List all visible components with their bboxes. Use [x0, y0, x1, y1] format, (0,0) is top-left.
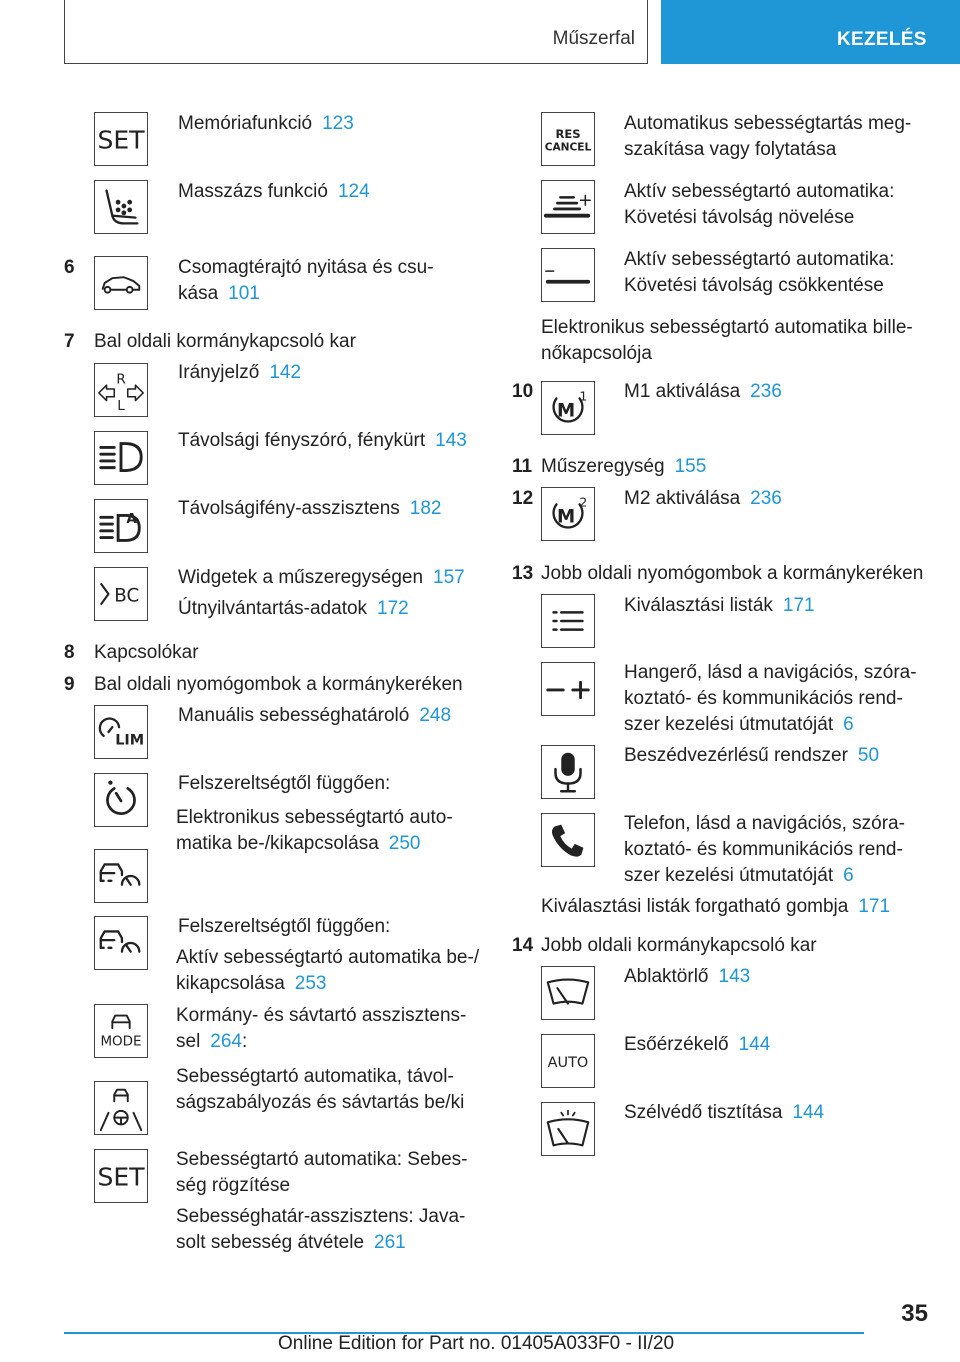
cruise-line1: Elektronikus sebességtartó auto-: [176, 807, 453, 828]
active-cruise-icon: [94, 916, 148, 970]
voice-control-entry: [624, 743, 879, 769]
svg-text:LIM: LIM: [115, 732, 145, 749]
tailgate-line2: kása: [178, 283, 219, 304]
massage-seat-icon: [94, 180, 148, 234]
cruise-lane-line1: Sebességtartó automatika, távol-: [176, 1066, 454, 1087]
phone-entry: [624, 811, 905, 889]
svg-text:L: L: [117, 398, 125, 415]
high-beam-entry: [178, 428, 467, 454]
page-ref-link[interactable]: 172: [377, 598, 409, 619]
equipment-note: Felszereltségtől függően:: [178, 773, 391, 794]
m1-label: M1 aktiválása: [624, 381, 741, 402]
right-stalk-heading: Jobb oldali kormánykapcsoló kar: [541, 935, 817, 956]
speed-set-entry: [176, 1147, 468, 1199]
page-ref-link[interactable]: 155: [674, 456, 707, 477]
distance-decrease-entry: [624, 247, 894, 299]
svg-text:2: 2: [579, 494, 588, 510]
rain-sensor-label: Esőérzékelő: [624, 1034, 729, 1055]
phone-line2: koztató- és kommunikációs rend-: [624, 839, 903, 860]
svg-text:M: M: [556, 400, 576, 422]
speed-limit-assist-entry: [176, 1204, 465, 1256]
page-ref-link[interactable]: 157: [433, 567, 465, 588]
distance-increase-icon: [541, 180, 595, 234]
volume-line1: Hangerő, lásd a navigációs, szóra-: [624, 662, 917, 683]
cruise-lane-line2: ságszabályozás és sávtartás be/ki: [176, 1092, 465, 1113]
svg-text:BC: BC: [114, 585, 140, 607]
voice-control-label: Beszédvezérlésű rendszer: [624, 745, 848, 766]
page-ref-link[interactable]: 248: [419, 705, 452, 726]
distance-increase-line2: Követési távolság növelése: [624, 207, 855, 228]
auto-rain-sensor-icon: [541, 1034, 595, 1088]
speed-set-line2: ség rögzítése: [176, 1175, 291, 1196]
svg-text:R: R: [116, 371, 126, 388]
chapter-title: KEZELÉS: [837, 29, 927, 50]
switch-lever-heading: Kapcsolókar: [94, 642, 199, 663]
page-ref-link[interactable]: 264: [210, 1031, 242, 1052]
distance-decrease-line2: Követési távolság csökkentése: [624, 275, 884, 296]
interrupt-line2: szakítása vagy folytatása: [624, 139, 837, 160]
phone-icon: [541, 813, 595, 867]
page-ref-link[interactable]: 50: [857, 745, 880, 766]
active-cruise-entry: [176, 945, 479, 997]
high-beam-assistant-entry: [178, 496, 441, 522]
page-ref-link[interactable]: 144: [738, 1034, 771, 1055]
res-cancel-icon: [541, 112, 595, 166]
memory-function-entry: [178, 111, 354, 137]
instrument-cluster-entry: [541, 454, 706, 480]
volume-line2: koztató- és kommunikációs rend-: [624, 688, 903, 709]
speed-limiter-label: Manuális sebességhatároló: [178, 705, 410, 726]
page-ref-link[interactable]: 143: [718, 966, 751, 987]
car-cruise-icon: [94, 849, 148, 903]
instrument-cluster-label: Műszeregység: [541, 456, 665, 477]
tailgate-car-icon: [94, 256, 148, 310]
windshield-washer-label: Szélvédő tisztítása: [624, 1102, 783, 1123]
page-ref-link[interactable]: 144: [792, 1102, 825, 1123]
left-buttons-heading: Bal oldali nyomógombok a kormánykeréken: [94, 674, 463, 695]
high-beam-assistant-icon: [94, 499, 148, 553]
m1-icon: [541, 381, 595, 435]
item-number: 8: [64, 642, 75, 663]
windshield-washer-entry: [624, 1100, 824, 1126]
page-ref-link[interactable]: 101: [228, 283, 260, 304]
speed-set-line1: Sebességtartó automatika: Sebes-: [176, 1149, 468, 1170]
turn-signal-entry: [178, 360, 301, 386]
turn-signal-icon: [94, 363, 148, 417]
widgets-label: Widgetek a műszeregységen: [178, 567, 424, 588]
svg-text:CANCEL: CANCEL: [544, 141, 592, 154]
high-beam-icon: [94, 431, 148, 485]
page-ref-link[interactable]: 182: [409, 498, 442, 519]
m2-icon: [541, 487, 595, 541]
item-number: 9: [64, 674, 75, 695]
item-number: 12: [512, 488, 534, 509]
distance-decrease-line1: Aktív sebességtartó automatika:: [624, 249, 895, 270]
mode-icon: [94, 1004, 148, 1058]
rotary-knob-entry: [541, 894, 890, 920]
svg-text:1: 1: [579, 388, 588, 404]
page-ref-link[interactable]: 171: [858, 896, 891, 917]
page-ref-link[interactable]: 6: [843, 714, 854, 735]
rocker-switch-entry: [541, 315, 913, 367]
turn-signal-label: Irányjelző: [178, 362, 260, 383]
phone-line3: szer kezelési útmutatóját: [624, 865, 834, 886]
svg-text:AUTO: AUTO: [547, 1054, 589, 1071]
page-ref-link[interactable]: 236: [750, 488, 782, 509]
distance-increase-line1: Aktív sebességtartó automatika:: [624, 181, 895, 202]
wiper-entry: [624, 964, 750, 990]
wiper-icon: [541, 966, 595, 1020]
item-number: 13: [512, 563, 534, 584]
high-beam-label: Távolsági fényszóró, fénykürt: [178, 430, 426, 451]
volume-line3: szer kezelési útmutatóját: [624, 714, 834, 735]
distance-decrease-icon: [541, 248, 595, 302]
active-cruise-line2: kikapcsolása: [176, 973, 285, 994]
item-number: 7: [64, 331, 75, 352]
item-number: 14: [512, 935, 534, 956]
rocker-line1: Elektronikus sebességtartó automatika bille-: [541, 317, 913, 338]
svg-text:RES: RES: [555, 127, 581, 142]
page-ref-link[interactable]: 236: [750, 381, 782, 402]
cruise-line2: matika be-/kikapcsolása: [176, 833, 379, 854]
distance-increase-entry: [624, 179, 894, 231]
cruise-control-icon: [94, 773, 148, 827]
tailgate-line1: Csomagtérajtó nyitása és csu-: [178, 257, 434, 278]
phone-line1: Telefon, lásd a navigációs, szóra-: [624, 813, 905, 834]
chapter-tab: [661, 0, 960, 64]
washer-icon: [541, 1102, 595, 1156]
lane-keeping-icon: [94, 1081, 148, 1135]
footer-edition: Online Edition for Part no. 01405A033F0 - II/20: [278, 1333, 675, 1354]
interrupt-resume-entry: [624, 111, 911, 163]
item-number: 10: [512, 381, 534, 402]
page-number: 35: [901, 1300, 928, 1327]
right-buttons-heading: Jobb oldali nyomógombok a kormánykeréken: [541, 563, 924, 584]
page-ref-link[interactable]: 124: [337, 181, 370, 202]
page-ref-link[interactable]: 6: [843, 865, 854, 886]
list-icon: [541, 594, 595, 648]
tailgate-entry: [178, 255, 434, 307]
bc-computer-icon: [94, 567, 148, 621]
section-title: Műszerfal: [552, 28, 635, 49]
memory-function-label: Memóriafunkció: [178, 113, 313, 134]
m2-entry: [624, 486, 782, 512]
wiper-label: Ablaktörlő: [624, 966, 709, 987]
interrupt-line1: Automatikus sebességtartás meg-: [624, 113, 912, 134]
speed-limit-assist-line2: solt sebesség átvétele: [176, 1232, 365, 1253]
selection-list-entry: [624, 593, 815, 619]
rain-sensor-entry: [624, 1032, 770, 1058]
trip-data-entry: [178, 596, 409, 622]
massage-label: Masszázs funkció: [178, 181, 328, 202]
svg-text:MODE: MODE: [100, 1033, 142, 1050]
svg-text:SET: SET: [97, 125, 145, 155]
page-ref-link[interactable]: 253: [294, 973, 327, 994]
volume-entry: [624, 660, 917, 738]
svg-text:SET: SET: [97, 1162, 145, 1192]
speed-limiter-icon: [94, 705, 148, 759]
colon: :: [242, 1031, 248, 1052]
selection-list-label: Kiválasztási listák: [624, 595, 773, 616]
item-number: 11: [512, 456, 533, 477]
left-stalk-heading: Bal oldali kormánykapcsoló kar: [94, 331, 356, 352]
equipment-note: Felszereltségtől függően:: [178, 916, 391, 937]
page-ref-link[interactable]: 123: [322, 113, 354, 134]
rocker-line2: nőkapcsolója: [541, 343, 652, 364]
high-beam-assistant-label: Távolságifény-asszisztens: [178, 498, 400, 519]
page-ref-link[interactable]: 250: [388, 833, 421, 854]
page-ref-link[interactable]: 171: [782, 595, 815, 616]
set-speed-icon: [94, 1149, 148, 1203]
page-ref-link[interactable]: 143: [435, 430, 467, 451]
trip-data-label: Útnyilvántartás-adatok: [178, 598, 368, 619]
set-memory-icon: [94, 112, 148, 166]
page-ref-link[interactable]: 261: [374, 1232, 406, 1253]
steering-assistant-line2: sel: [176, 1031, 201, 1052]
header-section-box: [64, 0, 648, 64]
active-cruise-line1: Aktív sebességtartó automatika be-/: [176, 947, 480, 968]
cruise-lane-entry: [176, 1064, 464, 1116]
volume-icon: [541, 662, 595, 716]
svg-text:A: A: [126, 511, 137, 528]
steering-assistant-line1: Kormány- és sávtartó asszisztens-: [176, 1005, 467, 1026]
page-ref-link[interactable]: 142: [269, 362, 302, 383]
item-number: 6: [64, 257, 75, 278]
massage-entry: [178, 179, 370, 205]
speed-limiter-entry: [178, 703, 451, 729]
rotary-knob-label: Kiválasztási listák forgatható gombja: [541, 896, 849, 917]
m2-label: M2 aktiválása: [624, 488, 741, 509]
steering-assistant-entry: [176, 1003, 466, 1055]
widgets-entry: [178, 565, 465, 591]
svg-text:M: M: [556, 506, 576, 528]
microphone-icon: [541, 745, 595, 799]
m1-entry: [624, 379, 782, 405]
speed-limit-assist-line1: Sebességhatár-asszisztens: Java-: [176, 1206, 466, 1227]
cruise-control-entry: [176, 805, 453, 857]
